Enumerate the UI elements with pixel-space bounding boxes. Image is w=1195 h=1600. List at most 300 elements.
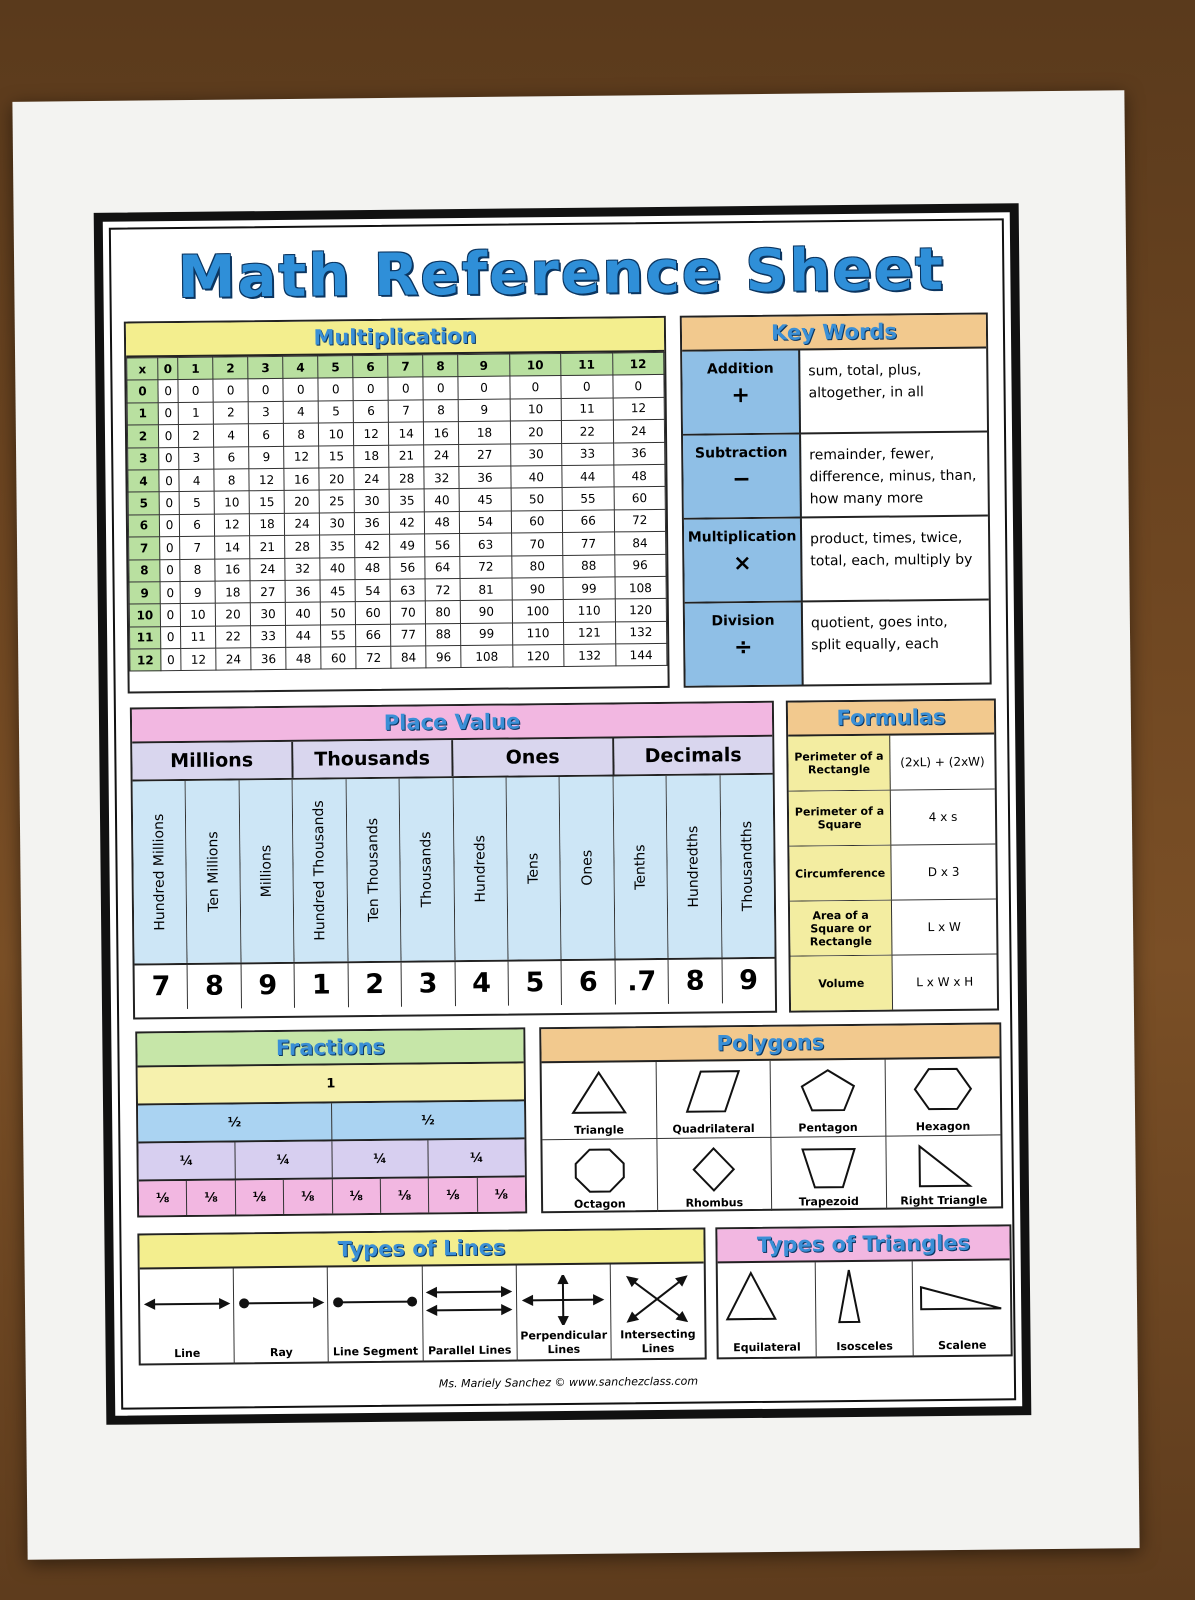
table-cell: 3 xyxy=(248,401,283,424)
place-value-column xyxy=(400,778,455,961)
table-cell: 0 xyxy=(248,379,283,402)
place-value-column xyxy=(613,776,668,959)
table-cell: 12 xyxy=(284,446,319,469)
table-cell: 120 xyxy=(512,645,564,668)
table-cell: 0 xyxy=(160,537,180,560)
formula-value: L x W xyxy=(927,919,961,935)
polygon-cell xyxy=(542,1062,657,1140)
table-cell: 0 xyxy=(160,581,180,604)
formula-row xyxy=(791,954,998,1010)
table-cell: 66 xyxy=(562,510,614,533)
polygons-grid xyxy=(542,1058,1002,1213)
table-cell: 2 xyxy=(213,402,248,425)
table-cell: 44 xyxy=(286,625,321,648)
pentagon-icon xyxy=(771,1060,885,1121)
triangles-header: Types of Triangles xyxy=(717,1226,1009,1263)
keyword-operation xyxy=(685,602,804,685)
row-header: 8 xyxy=(129,559,160,582)
table-cell: 132 xyxy=(564,644,616,667)
table-cell: 4 xyxy=(214,424,249,447)
polygon-label: Rhombus xyxy=(685,1196,744,1210)
table-cell: 30 xyxy=(510,443,562,466)
table-cell: 99 xyxy=(563,577,615,600)
place-value-digit: 5 xyxy=(508,961,562,1006)
keyword-operation xyxy=(684,518,803,601)
table-cell: 9 xyxy=(180,581,215,604)
table-cell: 70 xyxy=(511,533,563,556)
column-header: 10 xyxy=(509,353,561,376)
keyword-row xyxy=(682,349,987,436)
table-cell: 18 xyxy=(354,445,389,468)
table-cell: 0 xyxy=(318,378,353,401)
place-value-column-label: Hundreds xyxy=(471,835,489,903)
fraction-cell: ½ xyxy=(138,1103,332,1141)
table-cell: 63 xyxy=(390,579,425,602)
formula-name: Circumference xyxy=(789,846,892,901)
place-value-digit: 8 xyxy=(188,964,242,1009)
table-cell: 20 xyxy=(284,490,319,513)
line-segment-icon xyxy=(328,1277,422,1332)
place-value-digit: 6 xyxy=(562,960,616,1005)
formula-row xyxy=(789,844,996,901)
place-value-digit: 7 xyxy=(135,965,189,1010)
table-cell: 77 xyxy=(563,532,615,555)
equilateral-triangle-icon xyxy=(718,1268,815,1333)
keywords-list xyxy=(682,349,989,686)
table-cell: 48 xyxy=(425,511,460,534)
fraction-cell: ⅛ xyxy=(284,1179,333,1214)
formula-value: (2xL) + (2xW) xyxy=(900,754,985,770)
line-type-label: Parallel Lines xyxy=(428,1343,512,1358)
formula-name: Area of a Square or Rectangle xyxy=(790,901,893,956)
fraction-cell: ½ xyxy=(421,1112,435,1128)
line-icon xyxy=(140,1278,234,1333)
table-cell: 0 xyxy=(159,469,179,492)
table-cell: 16 xyxy=(424,422,459,445)
polygons-header: Polygons xyxy=(541,1024,999,1063)
right-triangle-icon xyxy=(886,1135,1001,1196)
place-value-digit: .7 xyxy=(615,960,669,1005)
line-type-cell xyxy=(234,1267,329,1364)
row-header: 11 xyxy=(130,626,161,649)
line-type-label: Ray xyxy=(269,1345,293,1360)
table-cell: 24 xyxy=(216,648,251,671)
polygon-cell xyxy=(542,1139,657,1213)
table-cell: 56 xyxy=(390,556,425,579)
table-cell: 2 xyxy=(179,424,214,447)
table-cell: 0 xyxy=(161,626,181,649)
table-cell: 55 xyxy=(321,624,356,647)
column-header: 3 xyxy=(248,356,283,379)
table-cell: 40 xyxy=(424,489,459,512)
table-cell: 8 xyxy=(284,423,319,446)
fractions-header: Fractions xyxy=(137,1029,523,1067)
table-cell: 9 xyxy=(458,399,510,422)
operation-symbol: + xyxy=(731,383,750,409)
table-cell: 0 xyxy=(561,375,613,398)
table-cell: 60 xyxy=(355,602,390,625)
table-cell: 0 xyxy=(612,375,664,398)
place-value-groups xyxy=(132,737,772,782)
row-header: 2 xyxy=(127,425,158,448)
line-type-label: Perpendicular Lines xyxy=(520,1328,608,1357)
table-cell: 36 xyxy=(285,580,320,603)
place-value-column-label: Hundredths xyxy=(685,825,703,908)
multiplication-section xyxy=(124,316,670,694)
line-type-cell xyxy=(422,1266,517,1363)
table-cell: 55 xyxy=(562,487,614,510)
table-cell: 4 xyxy=(179,469,214,492)
table-cell: 35 xyxy=(389,489,424,512)
column-header: 11 xyxy=(561,353,613,376)
table-cell: 18 xyxy=(249,513,284,536)
keyword-operation xyxy=(682,350,801,433)
column-header: 8 xyxy=(423,355,458,378)
fraction-cell: ⅛ xyxy=(236,1180,285,1215)
table-cell: 0 xyxy=(158,425,178,448)
table-cell: 20 xyxy=(510,421,562,444)
table-row xyxy=(130,643,667,671)
polygons-section xyxy=(539,1022,1003,1213)
table-cell: 24 xyxy=(250,558,285,581)
table-cell: 30 xyxy=(354,490,389,513)
lines-section xyxy=(137,1228,706,1366)
formula-name: Perimeter of a Square xyxy=(789,791,892,846)
place-value-column-label: Hundred Thousands xyxy=(311,800,329,941)
polygon-cell xyxy=(886,1135,1001,1209)
row-header: 5 xyxy=(128,492,159,515)
table-cell: 5 xyxy=(318,400,353,423)
place-value-column-label: Thousandths xyxy=(738,820,756,912)
table-cell: 108 xyxy=(615,576,667,599)
quadrilateral-icon xyxy=(656,1061,770,1122)
column-header: 12 xyxy=(612,352,664,375)
keyword-row xyxy=(685,601,990,686)
operation-name: Subtraction xyxy=(694,444,788,462)
table-cell: 60 xyxy=(511,510,563,533)
table-cell: 36 xyxy=(459,466,511,489)
fraction-row-halves xyxy=(138,1101,524,1143)
row-header: 6 xyxy=(128,514,159,537)
table-cell: 5 xyxy=(179,491,214,514)
perpendicular-lines-icon xyxy=(517,1275,611,1330)
table-cell: 30 xyxy=(320,512,355,535)
table-cell: 45 xyxy=(320,580,355,603)
table-cell: 40 xyxy=(511,465,563,488)
table-cell: 32 xyxy=(424,467,459,490)
lines-header: Types of Lines xyxy=(139,1230,703,1270)
formulas-list xyxy=(788,734,997,1010)
table-cell: 36 xyxy=(355,512,390,535)
table-cell: 6 xyxy=(214,446,249,469)
table-cell: 90 xyxy=(461,600,513,623)
place-value-column xyxy=(293,779,348,962)
place-value-group: Ones xyxy=(453,738,614,776)
fraction-cell: ⅛ xyxy=(187,1180,236,1215)
operation-name: Addition xyxy=(706,360,774,378)
line-type-cell xyxy=(611,1264,705,1361)
place-value-column-label: Ten Thousands xyxy=(364,817,383,923)
formula-value: D x 3 xyxy=(927,864,960,880)
triangles-row xyxy=(718,1260,1011,1359)
table-cell: 27 xyxy=(250,580,285,603)
table-cell: 24 xyxy=(424,444,459,467)
table-cell: 36 xyxy=(251,647,286,670)
polygon-cell xyxy=(885,1058,1000,1136)
line-type-cell xyxy=(516,1265,611,1362)
formula-value: 4 x s xyxy=(928,809,958,825)
row-header: 9 xyxy=(129,582,160,605)
formula-row xyxy=(789,789,996,846)
line-type-cell xyxy=(328,1266,423,1363)
table-cell: 12 xyxy=(613,397,665,420)
place-value-columns xyxy=(133,775,775,966)
table-cell: 6 xyxy=(353,400,388,423)
fraction-cell: ⅛ xyxy=(381,1178,430,1213)
table-cell: 18 xyxy=(215,581,250,604)
footer-credit: Ms. Mariely Sanchez © www.sanchezclass.com xyxy=(438,1374,699,1391)
table-cell: 18 xyxy=(459,421,511,444)
table-cell: 4 xyxy=(283,401,318,424)
row-header: 7 xyxy=(129,537,160,560)
triangle-type-cell xyxy=(913,1260,1011,1357)
triangle-type-label: Equilateral xyxy=(733,1340,801,1355)
operation-symbol: × xyxy=(733,551,752,577)
formula-row xyxy=(788,734,995,791)
table-cell: 64 xyxy=(425,556,460,579)
table-cell: 48 xyxy=(286,647,321,670)
table-cell: 12 xyxy=(249,468,284,491)
table-cell: 8 xyxy=(180,559,215,582)
table-cell: 88 xyxy=(426,623,461,646)
row-header: 0 xyxy=(127,380,158,403)
table-cell: 90 xyxy=(512,577,564,600)
table-cell: 50 xyxy=(320,602,355,625)
table-cell: 60 xyxy=(614,487,666,510)
row-header: 10 xyxy=(129,604,160,627)
trapezoid-icon xyxy=(771,1137,885,1198)
table-cell: 10 xyxy=(214,491,249,514)
formula-value: L x W x H xyxy=(916,974,974,990)
table-cell: 15 xyxy=(249,491,284,514)
table-cell: 96 xyxy=(426,646,461,669)
table-cell: 0 xyxy=(178,380,213,403)
fraction-cell: ⅛ xyxy=(494,1187,509,1203)
fraction-cell: ⅛ xyxy=(429,1178,478,1213)
reference-sheet xyxy=(94,203,1032,1425)
table-cell: 33 xyxy=(562,443,614,466)
table-cell: 20 xyxy=(319,468,354,491)
row-header: 3 xyxy=(128,447,159,470)
place-value-digit: 2 xyxy=(348,963,402,1008)
table-cell: 132 xyxy=(615,621,667,644)
table-corner: x xyxy=(127,358,158,381)
fractions-section xyxy=(135,1027,527,1217)
scalene-triangle-icon xyxy=(913,1266,1010,1331)
place-value-column-label: Tenths xyxy=(632,844,649,890)
place-value-group: Millions xyxy=(132,742,293,780)
fraction-cell: ⅛ xyxy=(139,1181,188,1216)
table-cell: 42 xyxy=(355,534,390,557)
place-value-group: Decimals xyxy=(614,737,773,775)
table-cell: 72 xyxy=(460,556,512,579)
row-header: 12 xyxy=(130,649,161,672)
formula-row xyxy=(790,899,997,956)
table-cell: 88 xyxy=(563,554,615,577)
table-cell: 0 xyxy=(423,377,458,400)
table-cell: 0 xyxy=(160,604,180,627)
parallel-lines-icon xyxy=(422,1276,516,1331)
formula-name: Volume xyxy=(791,956,894,1011)
table-cell: 0 xyxy=(213,379,248,402)
sheet-inner-border xyxy=(109,218,1016,1409)
table-cell: 27 xyxy=(459,444,511,467)
polygon-cell xyxy=(771,1060,886,1138)
column-header: 5 xyxy=(318,356,353,379)
keyword-words: quotient, goes into, split equally, each xyxy=(810,613,948,654)
table-cell: 24 xyxy=(354,467,389,490)
table-cell: 8 xyxy=(214,469,249,492)
table-cell: 6 xyxy=(179,514,214,537)
place-value-digit: 8 xyxy=(669,959,723,1004)
column-header: 9 xyxy=(458,354,510,377)
table-cell: 15 xyxy=(319,445,354,468)
table-cell: 16 xyxy=(215,558,250,581)
table-cell: 108 xyxy=(461,645,513,668)
operation-symbol: − xyxy=(732,467,751,493)
place-value-digit: 3 xyxy=(402,962,456,1007)
place-value-column xyxy=(133,781,188,964)
table-cell: 7 xyxy=(388,400,423,423)
table-cell: 44 xyxy=(562,465,614,488)
table-cell: 70 xyxy=(390,601,425,624)
polygon-label: Right Triangle xyxy=(900,1193,988,1208)
table-cell: 66 xyxy=(356,624,391,647)
table-cell: 84 xyxy=(391,646,426,669)
table-cell: 0 xyxy=(510,376,562,399)
fraction-cell: ¼ xyxy=(235,1141,332,1178)
table-cell: 16 xyxy=(284,468,319,491)
place-value-group: Thousands xyxy=(293,740,454,778)
fraction-cell: ¼ xyxy=(469,1150,484,1166)
table-cell: 40 xyxy=(320,557,355,580)
fraction-cell: ¼ xyxy=(332,1140,429,1177)
triangle-type-cell xyxy=(815,1261,914,1358)
table-cell: 80 xyxy=(511,555,563,578)
keywords-section xyxy=(680,313,992,688)
table-cell: 12 xyxy=(181,648,216,671)
table-cell: 0 xyxy=(159,514,179,537)
table-cell: 40 xyxy=(285,602,320,625)
line-type-label: Line Segment xyxy=(332,1344,419,1359)
table-cell: 48 xyxy=(355,557,390,580)
table-cell: 6 xyxy=(249,424,284,447)
table-cell: 9 xyxy=(249,446,284,469)
table-cell: 14 xyxy=(389,422,424,445)
formula-name: Perimeter of a Rectangle xyxy=(788,736,891,791)
polygon-label: Triangle xyxy=(574,1123,625,1137)
table-cell: 22 xyxy=(216,625,251,648)
fraction-cell: ⅛ xyxy=(332,1179,381,1214)
place-value-digit: 4 xyxy=(455,962,509,1007)
fraction-row-eighths xyxy=(139,1177,525,1215)
table-cell: 25 xyxy=(319,490,354,513)
place-value-column xyxy=(720,775,774,958)
table-cell: 100 xyxy=(512,600,564,623)
place-value-column-label: Tens xyxy=(525,852,542,884)
table-cell: 28 xyxy=(389,467,424,490)
table-cell: 84 xyxy=(614,532,666,555)
place-value-column-label: Ten Millions xyxy=(204,831,222,912)
hexagon-icon xyxy=(885,1058,1000,1119)
table-cell: 45 xyxy=(459,488,511,511)
row-header: 4 xyxy=(128,470,159,493)
place-value-column-label: Ones xyxy=(578,849,596,886)
polygon-label: Octagon xyxy=(573,1197,626,1211)
operation-name: Division xyxy=(711,612,775,630)
place-value-digit: 1 xyxy=(295,963,349,1008)
table-cell: 0 xyxy=(158,380,178,403)
formulas-header: Formulas xyxy=(788,700,994,736)
table-cell: 50 xyxy=(511,488,563,511)
place-value-column xyxy=(453,778,508,961)
triangle-type-label: Isosceles xyxy=(836,1339,893,1354)
table-cell: 35 xyxy=(320,535,355,558)
intersecting-lines-icon xyxy=(611,1274,705,1329)
table-cell: 14 xyxy=(215,536,250,559)
table-cell: 0 xyxy=(388,377,423,400)
table-cell: 63 xyxy=(460,533,512,556)
keyword-words: product, times, twice, total, each, multiply by xyxy=(810,529,973,570)
table-cell: 0 xyxy=(283,378,318,401)
table-cell: 11 xyxy=(181,626,216,649)
table-cell: 99 xyxy=(461,623,513,646)
table-cell: 20 xyxy=(215,603,250,626)
keyword-words: remainder, fewer, difference, minus, than, how many more xyxy=(809,446,977,508)
table-cell: 81 xyxy=(460,578,512,601)
table-cell: 120 xyxy=(615,599,667,622)
table-cell: 1 xyxy=(178,402,213,425)
table-cell: 24 xyxy=(613,420,665,443)
place-value-column-label: Millions xyxy=(258,844,275,898)
triangle-icon xyxy=(542,1062,656,1123)
column-header: 4 xyxy=(283,356,318,379)
table-cell: 77 xyxy=(391,624,426,647)
table-cell: 144 xyxy=(615,643,667,666)
table-cell: 48 xyxy=(613,464,665,487)
column-header: 0 xyxy=(158,358,178,381)
table-cell: 72 xyxy=(425,578,460,601)
fraction-whole: 1 xyxy=(326,1075,336,1091)
ray-icon xyxy=(234,1277,328,1332)
triangle-type-label: Scalene xyxy=(938,1338,987,1353)
table-cell: 60 xyxy=(321,647,356,670)
operation-symbol: ÷ xyxy=(733,635,753,661)
place-value-column-label: Thousands xyxy=(418,831,436,908)
table-cell: 0 xyxy=(158,402,178,425)
table-cell: 10 xyxy=(319,423,354,446)
formulas-section xyxy=(786,698,999,1012)
table-cell: 21 xyxy=(250,536,285,559)
fraction-row-whole xyxy=(138,1063,524,1105)
place-value-digit: 9 xyxy=(739,964,759,997)
table-cell: 12 xyxy=(214,513,249,536)
table-cell: 0 xyxy=(161,649,181,672)
table-cell: 11 xyxy=(561,398,613,421)
row-header: 1 xyxy=(127,402,158,425)
polygon-label: Hexagon xyxy=(915,1119,971,1134)
table-cell: 110 xyxy=(512,622,564,645)
